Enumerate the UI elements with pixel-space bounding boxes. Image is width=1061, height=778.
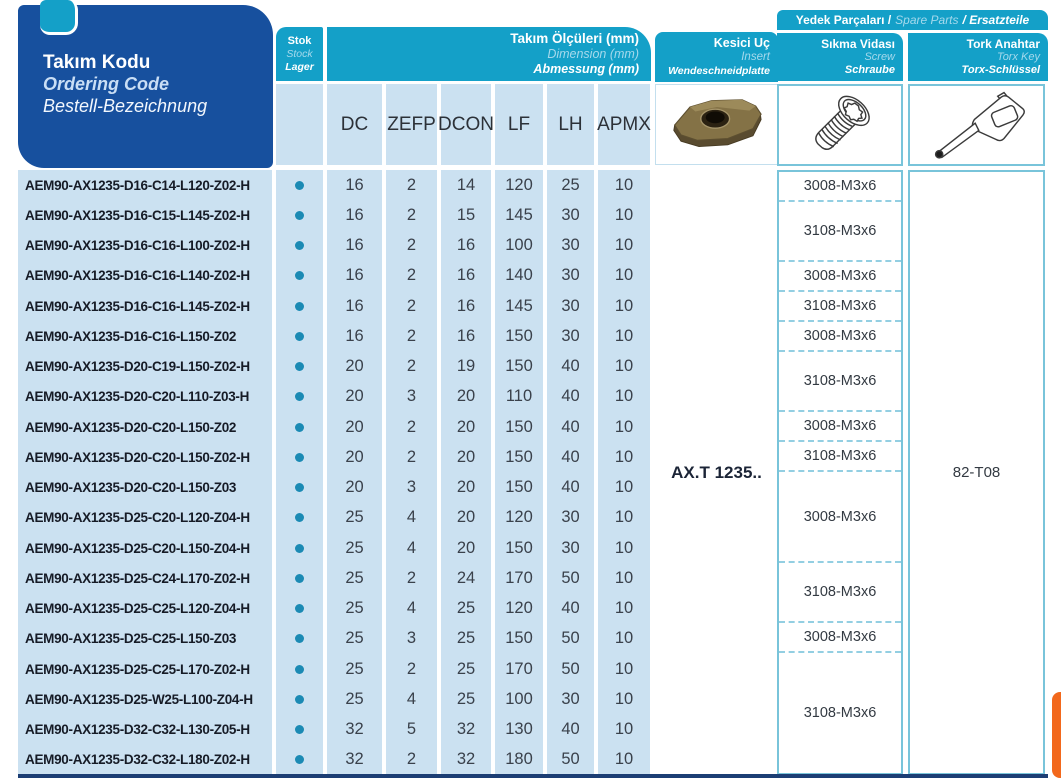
lf-cell: 150 [495,533,543,563]
lh-cell: 40 [547,352,594,382]
dc-cell: 25 [327,563,382,593]
zefp-cell: 2 [386,412,437,442]
lf-cell: 150 [495,624,543,654]
dcon-cell: 25 [441,624,491,654]
dimension-column-dcon: DCON [441,84,491,165]
lh-cell: 40 [547,412,594,442]
ordering-code-cell: AEM90-AX1235-D32-C32-L180-Z02-H [18,745,272,775]
lh-cell: 40 [547,594,594,624]
stock-dot-icon [295,453,304,462]
screw-icon [784,89,896,161]
dimensions-label-en: Dimension (mm) [547,46,639,61]
ordering-code-cell: AEM90-AX1235-D25-C25-L150-Z03 [18,624,272,654]
stock-cell [276,170,323,200]
ordering-code-cell: AEM90-AX1235-D16-C16-L140-Z02-H [18,261,272,291]
zefp-cell: 2 [386,321,437,351]
dcon-cell: 20 [441,442,491,472]
stock-dot-icon [295,423,304,432]
stock-dot-icon [295,513,304,522]
lf-cell: 170 [495,654,543,684]
dc-cell: 20 [327,352,382,382]
dimensions-label-de: Abmessung (mm) [533,62,639,77]
zefp-cell: 3 [386,624,437,654]
ordering-code-cell: AEM90-AX1235-D16-C16-L145-Z02-H [18,291,272,321]
ordering-code-cell: AEM90-AX1235-D25-W25-L100-Z04-H [18,684,272,714]
stock-label-de: Lager [285,60,314,73]
ordering-code-cell: AEM90-AX1235-D20-C20-L150-Z02 [18,412,272,442]
torx-key-icon [915,89,1039,161]
lh-cell: 30 [547,231,594,261]
ordering-code-cell: AEM90-AX1235-D16-C15-L145-Z02-H [18,200,272,230]
stock-dot-icon [295,544,304,553]
stock-dot-icon [295,271,304,280]
ordering-code-cell: AEM90-AX1235-D25-C25-L170-Z02-H [18,654,272,684]
lf-cell: 100 [495,684,543,714]
ordering-code-title-tr: Takım Kodu [43,52,151,73]
dc-cell: 25 [327,594,382,624]
dimension-column-lf: LF [495,84,543,165]
torx-key-label-de: Torx-Schlüssel [961,64,1040,77]
ordering-code-cell: AEM90-AX1235-D25-C25-L120-Z04-H [18,594,272,624]
lf-cell: 145 [495,291,543,321]
apmx-cell: 10 [598,684,650,714]
dcon-cell: 25 [441,684,491,714]
torx-key-column-header [908,33,1048,81]
spare-parts-label-en: Spare Parts [895,13,959,27]
stock-cell [276,321,323,351]
screw-spec: 3108-M3x6 [803,704,877,721]
stock-cell [276,352,323,382]
lf-cell: 150 [495,412,543,442]
apmx-cell: 10 [598,321,650,351]
lh-cell: 40 [547,442,594,472]
stock-dot-icon [295,211,304,220]
page-edge-tab-icon [1052,692,1061,778]
torx-key-drawing-cell [908,84,1045,166]
dcon-cell: 20 [441,533,491,563]
zefp-cell: 4 [386,533,437,563]
stock-cell [276,503,323,533]
zefp-cell: 3 [386,382,437,412]
dcon-cell: 20 [441,503,491,533]
stock-dot-icon [295,725,304,734]
lh-cell: 30 [547,503,594,533]
dcon-cell: 20 [441,412,491,442]
dcon-cell: 20 [441,473,491,503]
lh-cell: 30 [547,684,594,714]
dcon-cell: 32 [441,715,491,745]
stock-cell [276,533,323,563]
stock-cell [276,624,323,654]
stock-cell [276,563,323,593]
screw-label-de: Schraube [844,64,895,77]
apmx-cell: 10 [598,382,650,412]
apmx-cell: 10 [598,170,650,200]
lh-cell: 40 [547,715,594,745]
screw-spec: 3008-M3x6 [779,322,901,352]
lh-cell: 40 [547,382,594,412]
stock-dot-icon [295,241,304,250]
zefp-cell: 2 [386,745,437,775]
dc-cell: 25 [327,533,382,563]
milling-insert-icon [662,89,772,161]
screw-spec: 3108-M3x6 [779,563,901,623]
apmx-cell: 10 [598,715,650,745]
zefp-cell: 5 [386,715,437,745]
apmx-cell: 10 [598,412,650,442]
screw-spec: 3008-M3x6 [779,472,901,562]
ordering-code-cell: AEM90-AX1235-D16-C16-L100-Z02-H [18,231,272,261]
lh-cell: 50 [547,654,594,684]
stock-cell [276,684,323,714]
stock-dot-icon [295,665,304,674]
screw-drawing-cell [777,84,903,166]
lf-cell: 130 [495,715,543,745]
torx-key-code-cell: 82-T08 [908,170,1045,775]
insert-column-header [655,32,778,82]
lh-cell: 50 [547,624,594,654]
dimension-columns [327,84,650,165]
stock-dot-icon [295,392,304,401]
dc-cell: 16 [327,291,382,321]
stock-cell [276,442,323,472]
lf-cell: 120 [495,170,543,200]
apmx-cell: 10 [598,473,650,503]
lf-cell: 150 [495,352,543,382]
dc-cell: 16 [327,200,382,230]
ordering-code-cell: AEM90-AX1235-D20-C20-L150-Z02-H [18,442,272,472]
apmx-cell: 10 [598,231,650,261]
stock-dot-icon [295,332,304,341]
zefp-cell: 2 [386,563,437,593]
stock-dot-icon [295,302,304,311]
screw-spec: 3008-M3x6 [779,262,901,292]
torx-key-label-en: Torx Key [996,51,1040,63]
lh-cell: 50 [547,745,594,775]
dimension-column-apmx: APMX [598,84,650,165]
dc-cell: 20 [327,412,382,442]
lh-cell: 30 [547,200,594,230]
dcon-cell: 16 [441,261,491,291]
ordering-code-cell: AEM90-AX1235-D20-C19-L150-Z02-H [18,352,272,382]
zefp-cell: 2 [386,261,437,291]
table-bottom-strip [18,774,1048,778]
lf-cell: 120 [495,594,543,624]
dcon-cell: 15 [441,200,491,230]
insert-label-tr: Kesici Uç [713,36,770,51]
screw-spec: 3008-M3x6 [779,172,901,202]
ordering-code-cell: AEM90-AX1235-D20-C20-L150-Z03 [18,473,272,503]
stock-cell [276,473,323,503]
stock-cell [276,231,323,261]
spare-parts-header [777,10,1048,30]
zefp-cell: 4 [386,594,437,624]
lf-cell: 180 [495,745,543,775]
zefp-cell: 2 [386,200,437,230]
lf-cell: 150 [495,473,543,503]
stock-cell [276,745,323,775]
dc-cell: 16 [327,170,382,200]
ordering-code-cell: AEM90-AX1235-D25-C24-L170-Z02-H [18,563,272,593]
dimensions-label-tr: Takım Ölçüleri (mm) [510,30,639,46]
spare-parts-label-tr: Yedek Parçaları / [795,13,892,27]
lf-cell: 150 [495,442,543,472]
stock-dot-icon [295,604,304,613]
stock-column-header [276,27,323,81]
insert-photo [655,84,778,165]
dimension-column-lh: LH [547,84,594,165]
apmx-cell: 10 [598,352,650,382]
apmx-cell: 10 [598,624,650,654]
lh-cell: 30 [547,261,594,291]
stock-cell [276,715,323,745]
dcon-cell: 16 [441,321,491,351]
dcon-cell: 25 [441,654,491,684]
dc-cell: 32 [327,715,382,745]
dcon-cell: 14 [441,170,491,200]
lh-cell: 30 [547,321,594,351]
apmx-cell: 10 [598,261,650,291]
zefp-cell: 4 [386,684,437,714]
spare-parts-label-de: / Ersatzteile [962,13,1030,27]
dc-cell: 20 [327,473,382,503]
stock-dot-icon [295,483,304,492]
dcon-cell: 16 [441,231,491,261]
stock-dot-icon [295,755,304,764]
stock-label-tr: Stok [287,34,312,47]
lf-cell: 145 [495,200,543,230]
lf-cell: 100 [495,231,543,261]
screw-spec: 3108-M3x6 [779,202,901,262]
lf-cell: 150 [495,321,543,351]
ordering-code-cell: AEM90-AX1235-D32-C32-L130-Z05-H [18,715,272,745]
dcon-cell: 16 [441,291,491,321]
stock-label-en: Stock [286,48,313,60]
zefp-cell: 2 [386,654,437,684]
dc-cell: 25 [327,684,382,714]
ordering-code-cell: AEM90-AX1235-D25-C20-L120-Z04-H [18,503,272,533]
dc-cell: 25 [327,503,382,533]
torx-key-label-tr: Tork Anahtar [966,36,1040,51]
stock-cell [276,594,323,624]
zefp-cell: 2 [386,170,437,200]
dc-cell: 16 [327,231,382,261]
ordering-code-cell: AEM90-AX1235-D20-C20-L110-Z03-H [18,382,272,412]
ordering-code-cell: AEM90-AX1235-D16-C16-L150-Z02 [18,321,272,351]
dimensions-column-header [327,27,651,81]
stock-cell [276,261,323,291]
screw-label-tr: Sıkma Vidası [821,36,895,51]
apmx-cell: 10 [598,503,650,533]
lh-cell: 40 [547,473,594,503]
dc-cell: 20 [327,382,382,412]
screw-spec: 3108-M3x6 [779,352,901,412]
lf-cell: 170 [495,563,543,593]
stock-dot-icon [295,695,304,704]
dc-cell: 25 [327,654,382,684]
ordering-code-title-de: Bestell-Bezeichnung [43,96,208,117]
stock-cell [276,654,323,684]
apmx-cell: 10 [598,654,650,684]
zefp-cell: 2 [386,291,437,321]
screw-label-en: Screw [864,51,895,63]
stock-dot-icon [295,574,304,583]
stock-cell [276,291,323,321]
stock-dot-icon [295,181,304,190]
zefp-cell: 2 [386,442,437,472]
apmx-cell: 10 [598,533,650,563]
apmx-cell: 10 [598,291,650,321]
dcon-cell: 32 [441,745,491,775]
lf-cell: 120 [495,503,543,533]
dcon-cell: 24 [441,563,491,593]
dc-cell: 16 [327,261,382,291]
screw-spec-column [777,170,903,775]
lh-cell: 30 [547,291,594,321]
apmx-cell: 10 [598,594,650,624]
insert-label-en: Insert [741,51,770,64]
stock-cell [276,412,323,442]
dimension-column-dc: DC [327,84,382,165]
dc-cell: 25 [327,624,382,654]
apmx-cell: 10 [598,442,650,472]
ordering-code-title-en: Ordering Code [43,74,170,95]
apmx-cell: 10 [598,745,650,775]
bookmark-tab-icon [40,0,78,35]
apmx-cell: 10 [598,200,650,230]
stock-dot-icon [295,634,304,643]
zefp-cell: 3 [386,473,437,503]
stock-dot-icon [295,362,304,371]
screw-column-header [777,33,903,81]
dcon-cell: 20 [441,382,491,412]
dcon-cell: 19 [441,352,491,382]
zefp-cell: 4 [386,503,437,533]
stock-cell [276,382,323,412]
lh-cell: 30 [547,533,594,563]
stock-cell [276,200,323,230]
dc-cell: 16 [327,321,382,351]
dcon-cell: 25 [441,594,491,624]
insert-label-de: Wendeschneidplatte [668,65,770,78]
lh-cell: 25 [547,170,594,200]
dc-cell: 20 [327,442,382,472]
screw-spec: 3008-M3x6 [779,623,901,653]
dimension-column-zefp: ZEFP [386,84,437,165]
zefp-cell: 2 [386,231,437,261]
stock-header-spacer-cell [276,84,323,165]
lf-cell: 110 [495,382,543,412]
ordering-code-cell: AEM90-AX1235-D25-C20-L150-Z04-H [18,533,272,563]
screw-spec: 3108-M3x6 [779,292,901,322]
apmx-cell: 10 [598,563,650,593]
screw-spec: 3108-M3x6 [779,442,901,472]
lf-cell: 140 [495,261,543,291]
lh-cell: 50 [547,563,594,593]
zefp-cell: 2 [386,352,437,382]
dc-cell: 32 [327,745,382,775]
screw-spec: 3008-M3x6 [779,412,901,442]
ordering-code-cell: AEM90-AX1235-D16-C14-L120-Z02-H [18,170,272,200]
insert-code-cell: AX.T 1235.. [671,462,762,482]
